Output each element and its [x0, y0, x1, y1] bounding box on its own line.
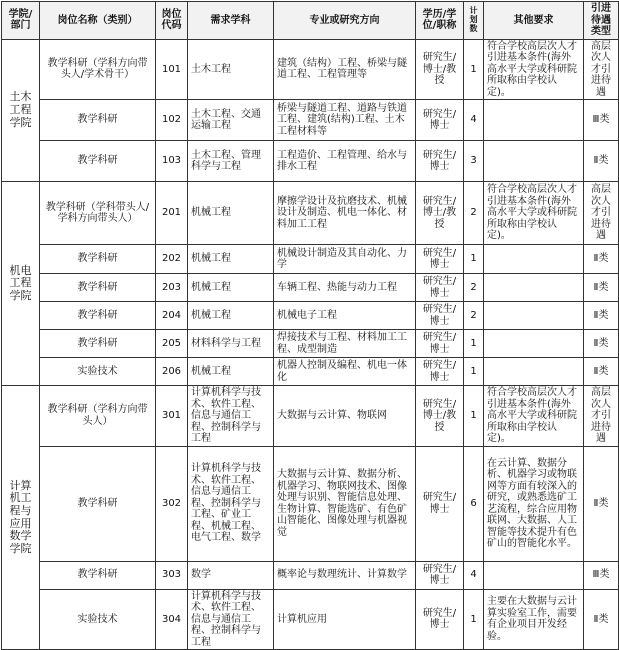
table-row: [2, 39, 619, 100]
table-row: [2, 302, 619, 330]
direction-cell: 机械电子工程: [274, 302, 416, 330]
other-cell: 在云计算、数据分析、机器学习或物联网等方面有较深入的研究，或熟悉选矿工艺流程，综合应用物联网、大数据、人工智能等技术提升有色矿山的智能化水平。: [484, 446, 584, 561]
subject-cell: 计算机科学与技术、软件工程、信息与通信工程、控制科学与工程: [188, 589, 274, 650]
post-cell: 实验技术: [40, 589, 156, 650]
count-cell: 1: [464, 589, 484, 650]
table-row: [2, 386, 619, 447]
direction-cell: 大数据与云计算、物联网: [274, 386, 416, 447]
header-post: 岗位名称（类别）: [40, 2, 156, 40]
count-cell: 1: [464, 358, 484, 386]
table-row: [2, 561, 619, 589]
table-row: [2, 245, 619, 274]
other-cell: [484, 274, 584, 302]
code-cell: 101: [156, 39, 188, 100]
table-row: [2, 589, 619, 650]
degree-cell: 研究生/博士: [416, 561, 464, 589]
table-row: [2, 182, 619, 245]
degree-cell: 研究生/博士/教授: [416, 386, 464, 447]
degree-cell: 研究生/博士: [416, 245, 464, 274]
count-cell: 2: [464, 182, 484, 245]
subject-cell: 机械工程: [188, 274, 274, 302]
header-degree: 学历/学位/职称: [416, 2, 464, 40]
subject-cell: 机械工程: [188, 358, 274, 386]
header-subject: 需求学科: [188, 2, 274, 40]
count-cell: 1: [464, 386, 484, 447]
table-row: [2, 330, 619, 358]
subject-cell: 土木工程、交通运输工程: [188, 100, 274, 141]
dept-cell-civil: 土木工程学院: [2, 39, 40, 182]
code-cell: 203: [156, 274, 188, 302]
dept-cell-mech: 机电工程学院: [2, 182, 40, 386]
treatment-cell: Ⅱ类: [584, 358, 619, 386]
count-cell: 3: [464, 141, 484, 182]
treatment-cell: Ⅱ类: [584, 446, 619, 561]
code-cell: 206: [156, 358, 188, 386]
code-cell: 205: [156, 330, 188, 358]
table-row: [2, 141, 619, 182]
post-cell: 教学科研: [40, 302, 156, 330]
subject-cell: 土木工程: [188, 39, 274, 100]
header-row: [2, 2, 619, 40]
treatment-cell: 高层次人才引进待遇: [584, 39, 619, 100]
treatment-cell: Ⅱ类: [584, 330, 619, 358]
direction-cell: 机械设计制造及其自动化、力学: [274, 245, 416, 274]
subject-cell: 计算机科学与技术、软件工程、信息与通信工程、控制科学与工程、矿业工程、机械工程、电气工程、数学: [188, 446, 274, 561]
recruitment-table: [1, 1, 619, 650]
count-cell: 1: [464, 330, 484, 358]
post-cell: 教学科研: [40, 245, 156, 274]
treatment-cell: 高层次人才引进待遇: [584, 182, 619, 245]
degree-cell: 研究生/博士/教授: [416, 39, 464, 100]
direction-cell: 摩擦学设计及抗磨技术、机械设计及制造、机电一体化、材料加工工程: [274, 182, 416, 245]
other-cell: [484, 141, 584, 182]
direction-cell: 工程造价、工程管理、给水与排水工程: [274, 141, 416, 182]
dept-cell-comp: 计算机工程与应用数学学院: [2, 386, 40, 650]
post-cell: 教学科研: [40, 446, 156, 561]
degree-cell: 研究生/博士: [416, 589, 464, 650]
treatment-cell: Ⅲ类: [584, 561, 619, 589]
code-cell: 102: [156, 100, 188, 141]
count-cell: 6: [464, 446, 484, 561]
other-cell: 符合学校高层次人才引进基本条件(海外高水平大学或科研院所取称由学校认定)。: [484, 386, 584, 447]
table-row: [2, 446, 619, 561]
degree-cell: 研究生/博士: [416, 274, 464, 302]
treatment-cell: Ⅱ类: [584, 302, 619, 330]
post-cell: 教学科研: [40, 100, 156, 141]
header-count: 计划数: [464, 2, 484, 40]
subject-cell: 计算机科学与技术、软件工程、信息与通信工程、控制科学与工程: [188, 386, 274, 447]
direction-cell: 车辆工程、热能与动力工程: [274, 274, 416, 302]
direction-cell: 焊接技术与工程、材料加工工程、成型制造: [274, 330, 416, 358]
direction-cell: 桥梁与隧道工程、道路与铁道工程、建筑(结构)工程、土木工程材料等: [274, 100, 416, 141]
direction-cell: 建筑（结构）工程、桥梁与隧道工程、工程管理等: [274, 39, 416, 100]
other-cell: [484, 245, 584, 274]
direction-cell: 机器人控制及编程、机电一体化: [274, 358, 416, 386]
treatment-cell: Ⅱ类: [584, 141, 619, 182]
degree-cell: 研究生/博士/教授: [416, 182, 464, 245]
other-cell: [484, 561, 584, 589]
count-cell: 2: [464, 302, 484, 330]
other-cell: [484, 100, 584, 141]
post-cell: 教学科研: [40, 561, 156, 589]
treatment-cell: Ⅱ类: [584, 274, 619, 302]
header-dept: 学院/部门: [2, 2, 40, 40]
other-cell: [484, 330, 584, 358]
other-cell: [484, 358, 584, 386]
treatment-cell: Ⅱ类: [584, 245, 619, 274]
post-cell: 教学科研: [40, 141, 156, 182]
subject-cell: 机械工程: [188, 245, 274, 274]
table-row: [2, 100, 619, 141]
code-cell: 201: [156, 182, 188, 245]
degree-cell: 研究生/博士: [416, 302, 464, 330]
subject-cell: 机械工程: [188, 302, 274, 330]
header-direction: 专业或研究方向: [274, 2, 416, 40]
direction-cell: 概率论与数理统计、计算数学: [274, 561, 416, 589]
subject-cell: 材料科学与工程: [188, 330, 274, 358]
table-row: [2, 274, 619, 302]
treatment-cell: 高层次人才引进待遇: [584, 386, 619, 447]
code-cell: 202: [156, 245, 188, 274]
degree-cell: 研究生/博士: [416, 358, 464, 386]
other-cell: 符合学校高层次人才引进基本条件(海外高水平大学或科研院所取称由学校认定)。: [484, 182, 584, 245]
degree-cell: 研究生/博士: [416, 141, 464, 182]
code-cell: 204: [156, 302, 188, 330]
other-cell: [484, 302, 584, 330]
subject-cell: 土木工程、管理科学与工程: [188, 141, 274, 182]
post-cell: 教学科研（学科方向带头人）: [40, 386, 156, 447]
treatment-cell: Ⅲ类: [584, 100, 619, 141]
code-cell: 302: [156, 446, 188, 561]
header-treatment: 引进待遇类型: [584, 2, 619, 40]
code-cell: 303: [156, 561, 188, 589]
post-cell: 教学科研（学科方向带头人/学术骨干）: [40, 39, 156, 100]
count-cell: 2: [464, 274, 484, 302]
subject-cell: 数学: [188, 561, 274, 589]
degree-cell: 研究生/博士: [416, 100, 464, 141]
subject-cell: 机械工程: [188, 182, 274, 245]
post-cell: 教学科研: [40, 330, 156, 358]
direction-cell: 计算机应用: [274, 589, 416, 650]
count-cell: 4: [464, 561, 484, 589]
code-cell: 304: [156, 589, 188, 650]
degree-cell: 研究生/博士: [416, 330, 464, 358]
count-cell: 4: [464, 100, 484, 141]
header-code: 岗位代码: [156, 2, 188, 40]
direction-cell: 大数据与云计算、数据分析、机器学习、物联网技术、图像处理与识别、智能信息处理、生物计算、智能选矿、有色矿山智能化、图像处理与机器视觉: [274, 446, 416, 561]
degree-cell: 研究生/博士: [416, 446, 464, 561]
count-cell: 1: [464, 245, 484, 274]
treatment-cell: Ⅱ类: [584, 589, 619, 650]
other-cell: 符合学校高层次人才引进基本条件(海外高水平大学或科研院所取称由学校认定)。: [484, 39, 584, 100]
table-row: [2, 358, 619, 386]
header-other: 其他要求: [484, 2, 584, 40]
other-cell: 主要在大数据与云计算实验室工作，需要有企业项目开发经验。: [484, 589, 584, 650]
code-cell: 103: [156, 141, 188, 182]
post-cell: 教学科研（学科带头人/学科方向带头人）: [40, 182, 156, 245]
code-cell: 301: [156, 386, 188, 447]
post-cell: 实验技术: [40, 358, 156, 386]
post-cell: 教学科研: [40, 274, 156, 302]
count-cell: 1: [464, 39, 484, 100]
